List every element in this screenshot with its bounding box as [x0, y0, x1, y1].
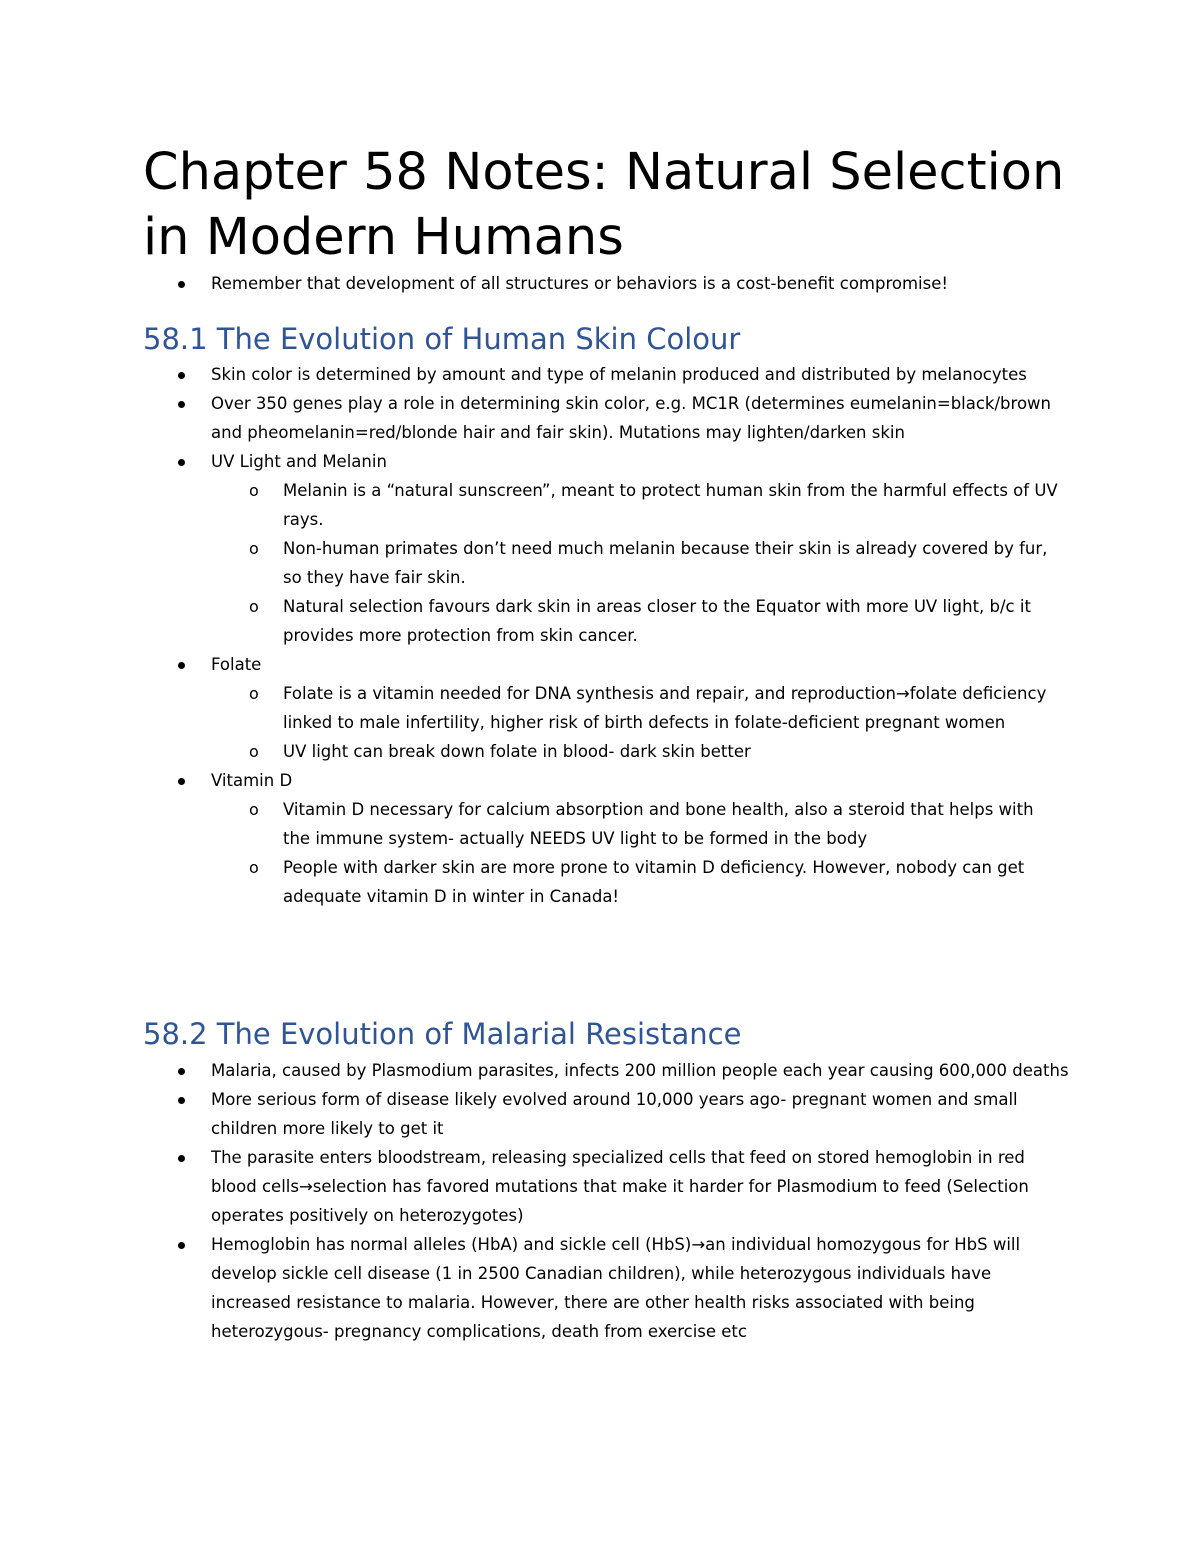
intro-list — [0, 269, 1200, 298]
list-item — [0, 360, 1071, 389]
bullet-icon — [178, 778, 185, 785]
sub-list-item-text: Melanin is a “natural sunscreen”, meant to protect human skin from the harmful effects of UV rays. — [283, 481, 1058, 529]
list-item-text: UV Light and Melanin — [211, 452, 387, 471]
list-item-text: Remember that development of all structures or behaviors is a cost-benefit compromise! — [211, 274, 949, 293]
sub-list-item — [0, 679, 1063, 737]
section-heading-malarial-resistance: 58.2 The Evolution of Malarial Resistance — [143, 1017, 742, 1051]
sub-list-item-text: UV light can break down folate in blood- dark skin better — [283, 742, 751, 761]
sub-list-item-text: Natural selection favours dark skin in areas closer to the Equator with more UV light, b/c it provides more protection from skin cancer. — [283, 597, 1031, 645]
sub-list-item-text: Vitamin D necessary for calcium absorption and bone health, also a steroid that helps with the immune system- actually NEEDS UV light to be formed in the body — [283, 800, 1034, 848]
sub-list-item-text: People with darker skin are more prone to vitamin D deficiency. However, nobody can get adequate vitamin D in winter in Canada! — [283, 858, 1025, 906]
skin-colour-list — [0, 360, 1200, 911]
bullet-icon — [178, 372, 185, 379]
circle-bullet-icon: o — [249, 684, 259, 703]
bullet-icon — [178, 1097, 185, 1104]
sub-list-item — [0, 534, 1063, 592]
list-item-text: More serious form of disease likely evolved around 10,000 years ago- pregnant women and small children more likely to get it — [211, 1090, 1018, 1138]
bullet-icon — [178, 1155, 185, 1162]
sub-list-item — [0, 853, 1063, 911]
sub-list-item — [0, 476, 1063, 534]
list-item-text: Over 350 genes play a role in determining skin color, e.g. MC1R (determines eumelanin=black/brown and pheomelanin=red/blonde hair and fair skin). Mutations may lighten/darken skin — [211, 394, 1051, 442]
sub-list-item-text: Non-human primates don’t need much melanin because their skin is already covered by fur, so they have fair skin. — [283, 539, 1048, 587]
list-item — [0, 1085, 1071, 1143]
bullet-icon — [178, 1068, 185, 1075]
list-item — [0, 766, 1071, 795]
list-item — [0, 447, 1071, 476]
sub-list-item — [0, 795, 1063, 853]
sub-list-item — [0, 737, 1063, 766]
list-item — [0, 269, 1071, 298]
list-item-text: Hemoglobin has normal alleles (HbA) and sickle cell (HbS)→an individual homozygous for HbS will develop sickle cell disease (1 in 2500 Canadian children), while heterozygous individuals have increased resistance to malaria. However, there are other health risks associated with being heterozygous- pregnancy complications, death from exercise etc — [211, 1235, 1021, 1341]
circle-bullet-icon: o — [249, 539, 259, 558]
circle-bullet-icon: o — [249, 858, 259, 877]
sub-list-item — [0, 592, 1063, 650]
bullet-icon — [178, 1242, 185, 1249]
circle-bullet-icon: o — [249, 481, 259, 500]
sub-list-item-text: Folate is a vitamin needed for DNA synthesis and repair, and reproduction→folate deficiency linked to male infertility, higher risk of birth defects in folate-deficient pregnant women — [283, 684, 1047, 732]
page-title: Chapter 58 Notes: Natural Selection in Modern Humans — [143, 143, 1065, 267]
list-item-text: The parasite enters bloodstream, releasing specialized cells that feed on stored hemoglobin in red blood cells→selection has favored mutations that make it harder for Plasmodium to feed (Selection operates positively on heterozygotes) — [211, 1148, 1029, 1225]
bullet-icon — [178, 459, 185, 466]
malarial-resistance-list — [0, 1056, 1200, 1346]
bullet-icon — [178, 281, 185, 288]
list-item — [0, 1056, 1071, 1085]
list-item-text: Skin color is determined by amount and type of melanin produced and distributed by melanocytes — [211, 365, 1027, 384]
list-item — [0, 650, 1071, 679]
list-item-text: Malaria, caused by Plasmodium parasites, infects 200 million people each year causing 600,000 deaths — [211, 1061, 1069, 1080]
circle-bullet-icon: o — [249, 800, 259, 819]
section-heading-skin-colour: 58.1 The Evolution of Human Skin Colour — [143, 322, 741, 356]
list-item-text: Folate — [211, 655, 262, 674]
list-item — [0, 1230, 1071, 1346]
list-item — [0, 389, 1071, 447]
bullet-icon — [178, 662, 185, 669]
list-item — [0, 1143, 1071, 1230]
bullet-icon — [178, 401, 185, 408]
circle-bullet-icon: o — [249, 597, 259, 616]
circle-bullet-icon: o — [249, 742, 259, 761]
list-item-text: Vitamin D — [211, 771, 293, 790]
